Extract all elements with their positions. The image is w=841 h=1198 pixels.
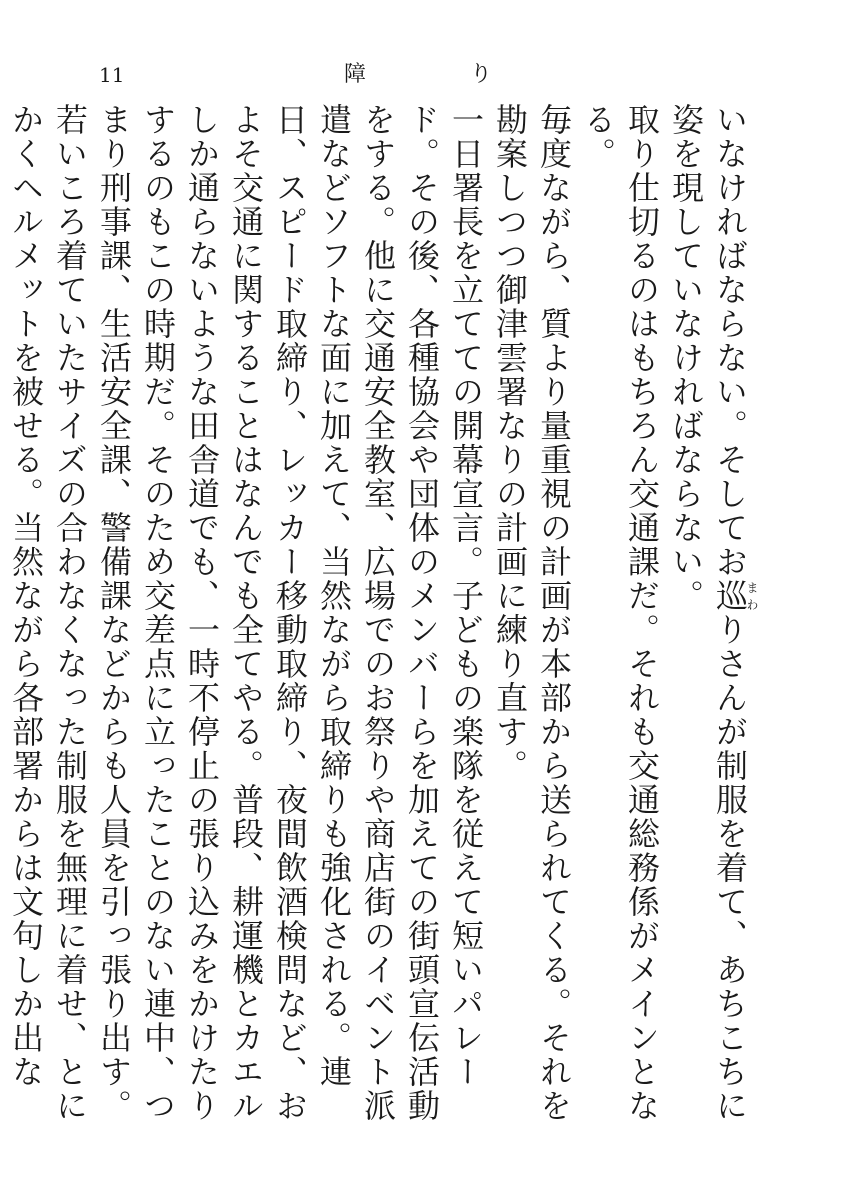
paragraph-4: 一日署長を立てての開幕宣言。子どもの楽隊を従えて短いパレード。その後、各種協会や団体のメンバーらを加えての街頭宣伝活動をする。他に交通安全教室、広場でのお祭りや商店街のイベント派遣などソフトな面に加えて、当然ながら取締りも強化される。連日、スピード取締り、レッカー移動取締り、夜間飲酒検問など、およそ交通に関することはなんでも全てやる。普段、耕運機とカエルしか通らないような田舎道でも、一時不停止の張り込みをかけたりするのもこの時期だ。そのため交差点に立ったことのない連中、つまり刑事課、生活安全課、警備課などからも人員を引っ張り出す。 xyxy=(95,103,485,1123)
paragraph-2: 取り仕切るのはもちろん交通課だ。それも交通総務係がメインとなる。 xyxy=(579,103,661,1123)
running-head: 障り xyxy=(344,62,597,87)
paragraph-1-continued: りさんが制服を着て、あちこちに姿を現していなければならない。 xyxy=(667,103,749,1123)
paragraph-3: 毎度ながら、質より量重視の計画が本部から送られてくる。それを勘案しつつ御津雲署なりの計画に練り直す。 xyxy=(491,103,573,1123)
body-text xyxy=(7,103,759,1135)
page-number: 11 xyxy=(99,63,125,87)
paragraph-5: 若いころ着ていたサイズの合わなくなった制服を無理に着せ、とにかくヘルメットを被せる。当然ながら各部署からは文句しか出な xyxy=(7,103,89,1123)
paragraph-1 xyxy=(664,103,758,1135)
ruby-reading: まわ xyxy=(745,579,759,613)
ruby-word xyxy=(711,579,759,613)
ruby-base: 巡 xyxy=(711,579,749,613)
paragraph-1-text: いなければならない。そしてお xyxy=(711,103,749,579)
